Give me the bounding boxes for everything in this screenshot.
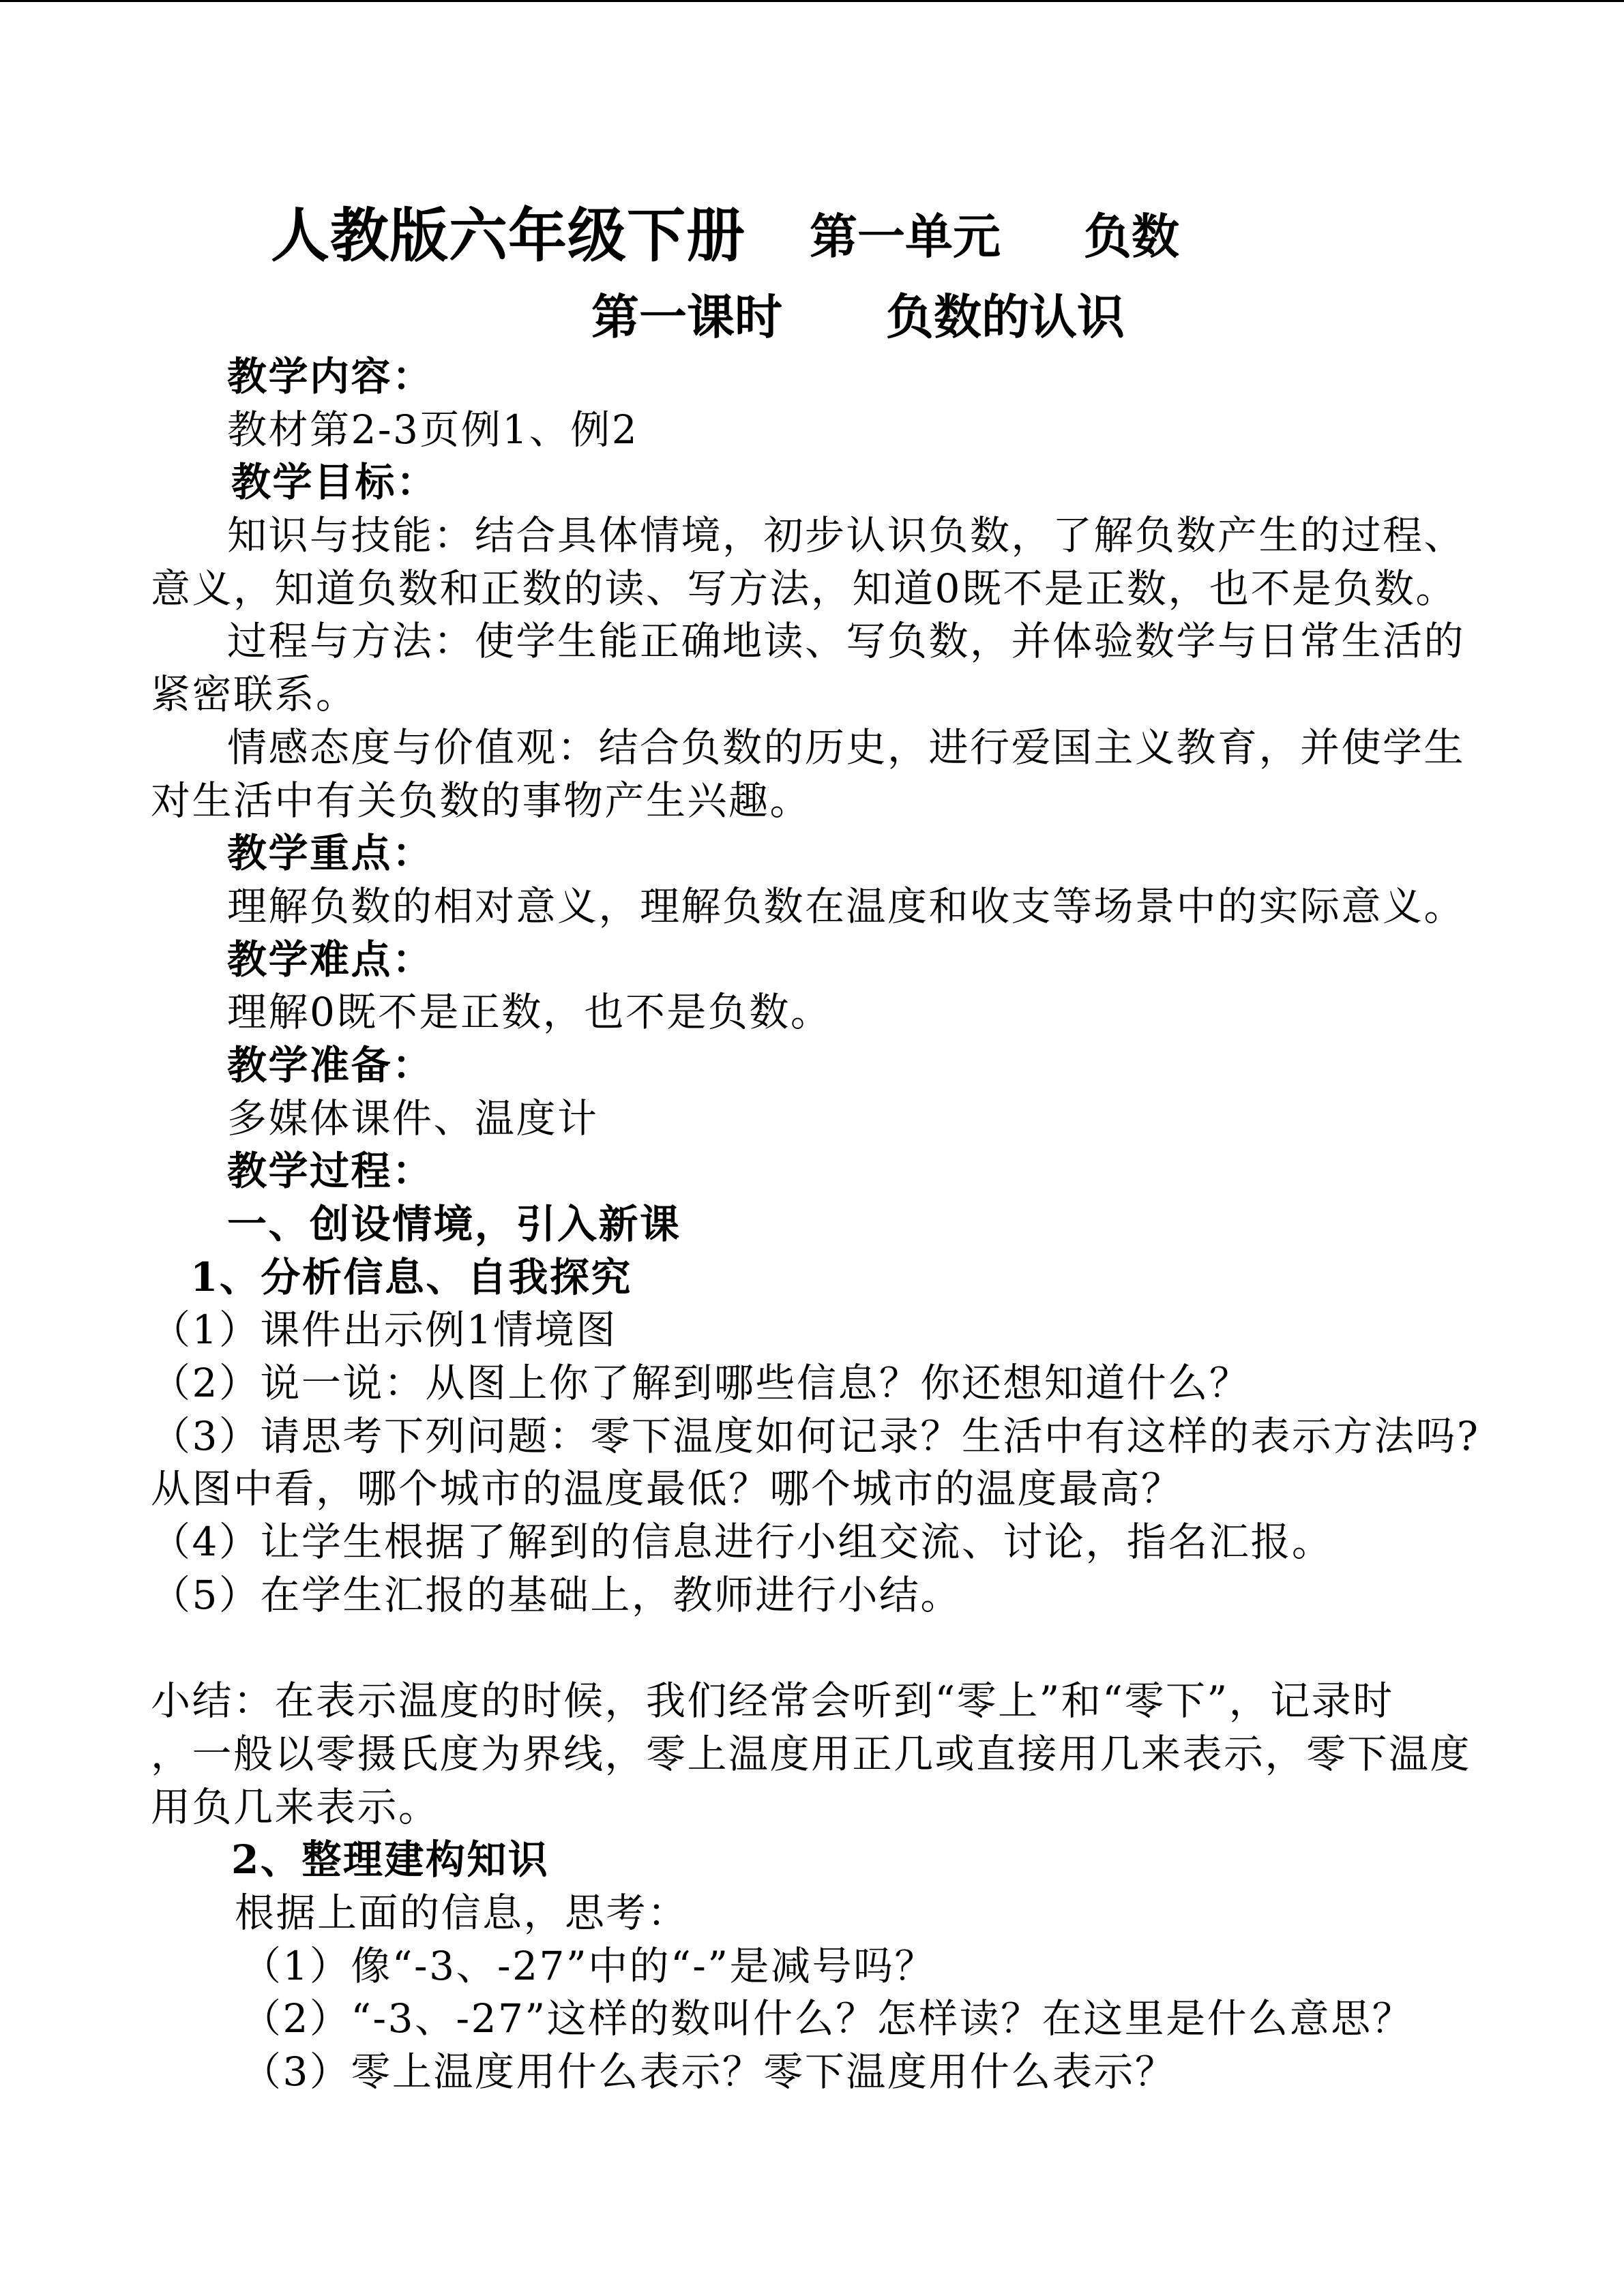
preparation-text: 多媒体课件、温度计 bbox=[227, 1094, 599, 1142]
objective-line: 知识与技能：结合具体情境，初步认识负数，了解负数产生的过程、 bbox=[227, 512, 1466, 559]
summary-line: 小结：在表示温度的时候，我们经常会听到“零上”和“零下”，记录时 bbox=[151, 1678, 1394, 1725]
process-step-intro: 根据上面的信息，思考： bbox=[235, 1889, 689, 1936]
question-item: （1）像“-3、-27”中的“-”是减号吗？ bbox=[241, 1942, 936, 1989]
process-step-heading: 1、分析信息、自我探究 bbox=[190, 1253, 632, 1300]
process-part-heading: 一、创设情境，引入新课 bbox=[227, 1201, 681, 1247]
question-item: （2）“-3、-27”这样的数叫什么？怎样读？在这里是什么意思？ bbox=[241, 1995, 1414, 2042]
section-heading-key-points: 教学重点： bbox=[227, 830, 434, 877]
content-text: 教材第2-3页例1、例2 bbox=[227, 406, 639, 453]
objective-line: 情感态度与价值观：结合负数的历史，进行爱国主义教育，并使学生 bbox=[227, 724, 1466, 771]
process-step-item: （1）课件出示例1情境图 bbox=[151, 1307, 617, 1354]
process-step-item: （5）在学生汇报的基础上，教师进行小结。 bbox=[151, 1571, 962, 1618]
lesson-title: 负数的认识 bbox=[886, 289, 1125, 345]
lesson-number: 第一课时 bbox=[591, 289, 782, 345]
summary-line: 用负几来表示。 bbox=[151, 1783, 440, 1830]
section-heading-preparation: 教学准备： bbox=[227, 1041, 434, 1088]
lesson-body bbox=[0, 351, 1624, 2099]
blank-line bbox=[0, 1622, 1624, 1675]
unit-topic: 负数 bbox=[1084, 209, 1179, 265]
objective-line: 过程与方法：使学生能正确地读、写负数，并体验数学与日常生活的 bbox=[227, 618, 1466, 665]
key-points-text: 理解负数的相对意义，理解负数在温度和收支等场景中的实际意义。 bbox=[227, 882, 1466, 929]
process-step-item: 从图中看，哪个城市的温度最低？哪个城市的温度最高？ bbox=[151, 1465, 1183, 1512]
section-heading-objectives: 教学目标： bbox=[231, 459, 438, 506]
process-step-item: （3）请思考下列问题：零下温度如何记录？生活中有这样的表示方法吗? bbox=[151, 1412, 1480, 1459]
process-step-heading: 2、整理建构知识 bbox=[231, 1836, 550, 1883]
process-step-item: （4）让学生根据了解到的信息进行小组交流、讨论，指名汇报。 bbox=[151, 1519, 1333, 1566]
document-title: 人教版六年级下册 bbox=[271, 202, 745, 270]
section-heading-difficulties: 教学难点： bbox=[227, 936, 434, 983]
process-step-item: （2）说一说：从图上你了解到哪些信息？你还想知道什么？ bbox=[151, 1360, 1251, 1407]
section-heading-process: 教学过程： bbox=[227, 1148, 434, 1195]
objective-line: 意义，知道负数和正数的读、写方法，知道0既不是正数，也不是负数。 bbox=[151, 565, 1457, 612]
objective-line: 对生活中有关负数的事物产生兴趣。 bbox=[151, 777, 812, 824]
objective-line: 紧密联系。 bbox=[151, 671, 357, 718]
summary-line: ，一般以零摄氏度为界线，零上温度用正几或直接用几来表示，零下温度 bbox=[151, 1730, 1472, 1777]
section-heading-content: 教学内容： bbox=[227, 353, 434, 400]
difficulties-text: 理解0既不是正数，也不是负数。 bbox=[227, 989, 832, 1036]
question-item: （3）零上温度用什么表示？零下温度用什么表示？ bbox=[241, 2048, 1177, 2095]
unit-label: 第一单元 bbox=[810, 209, 1001, 265]
